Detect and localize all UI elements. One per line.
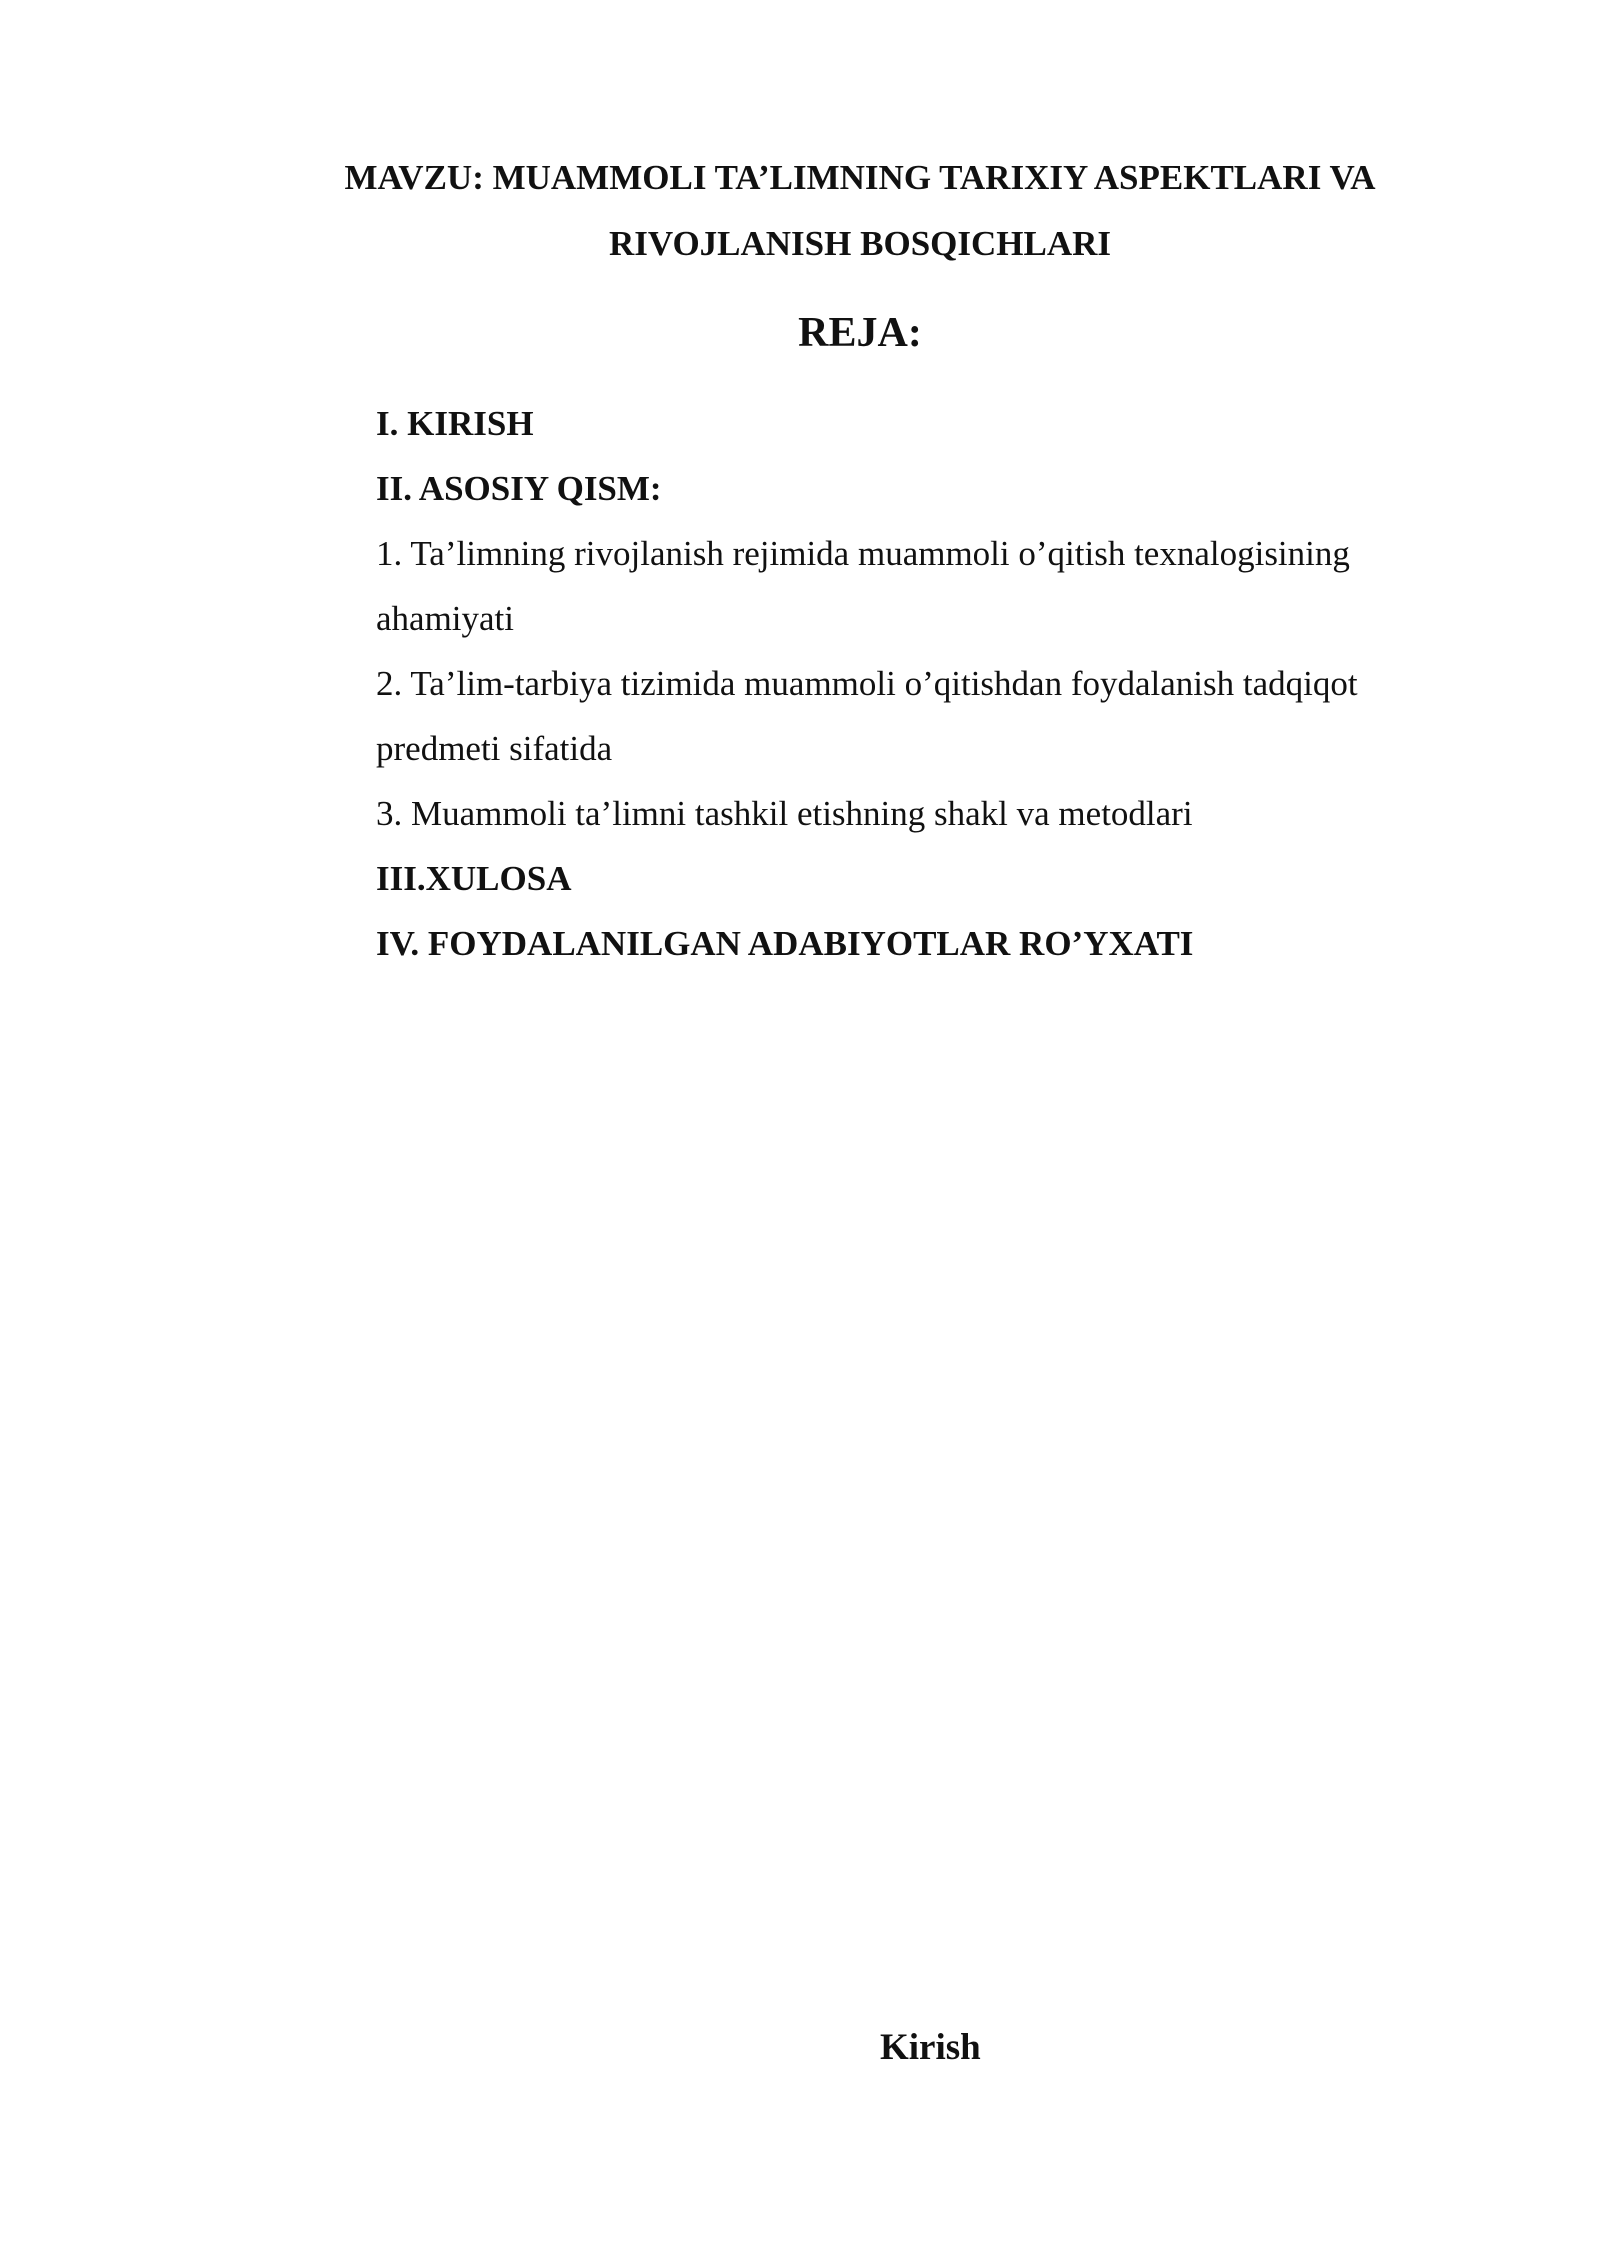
- plan-list: [376, 391, 1456, 976]
- plan-item-3: 3. Muammoli ta’limni tashkil etishning shakl va metodlari: [376, 794, 1193, 833]
- plan-item-xulosa: III.XULOSA: [376, 859, 572, 898]
- title-line-2: RIVOJLANISH BOSQICHLARI: [608, 224, 1112, 263]
- plan-item-2-continued: predmeti sifatida: [376, 729, 613, 768]
- plan-heading: REJA:: [798, 310, 922, 356]
- section-heading-kirish: Kirish: [880, 2027, 981, 2068]
- plan-item-1-continued: ahamiyati: [376, 599, 515, 638]
- title-line-1: MAVZU: MUAMMOLI TA’LIMNING TARIXIY ASPEKTLARI VA: [344, 158, 1376, 197]
- plan-item-kirish: I. KIRISH: [376, 404, 534, 443]
- plan-item-adabiyotlar: IV. FOYDALANILGAN ADABIYOTLAR RO’YXATI: [376, 924, 1194, 963]
- plan-item-1: 1. Ta’limning rivojlanish rejimida muammoli o’qitish texnalogisining: [376, 534, 1350, 573]
- plan-item-asosiy-qism: II. ASOSIY QISM:: [376, 469, 662, 508]
- plan-item-2: 2. Ta’lim-tarbiya tizimida muammoli o’qitishdan foydalanish tadqiqot: [376, 664, 1358, 703]
- document-title: [280, 145, 1440, 277]
